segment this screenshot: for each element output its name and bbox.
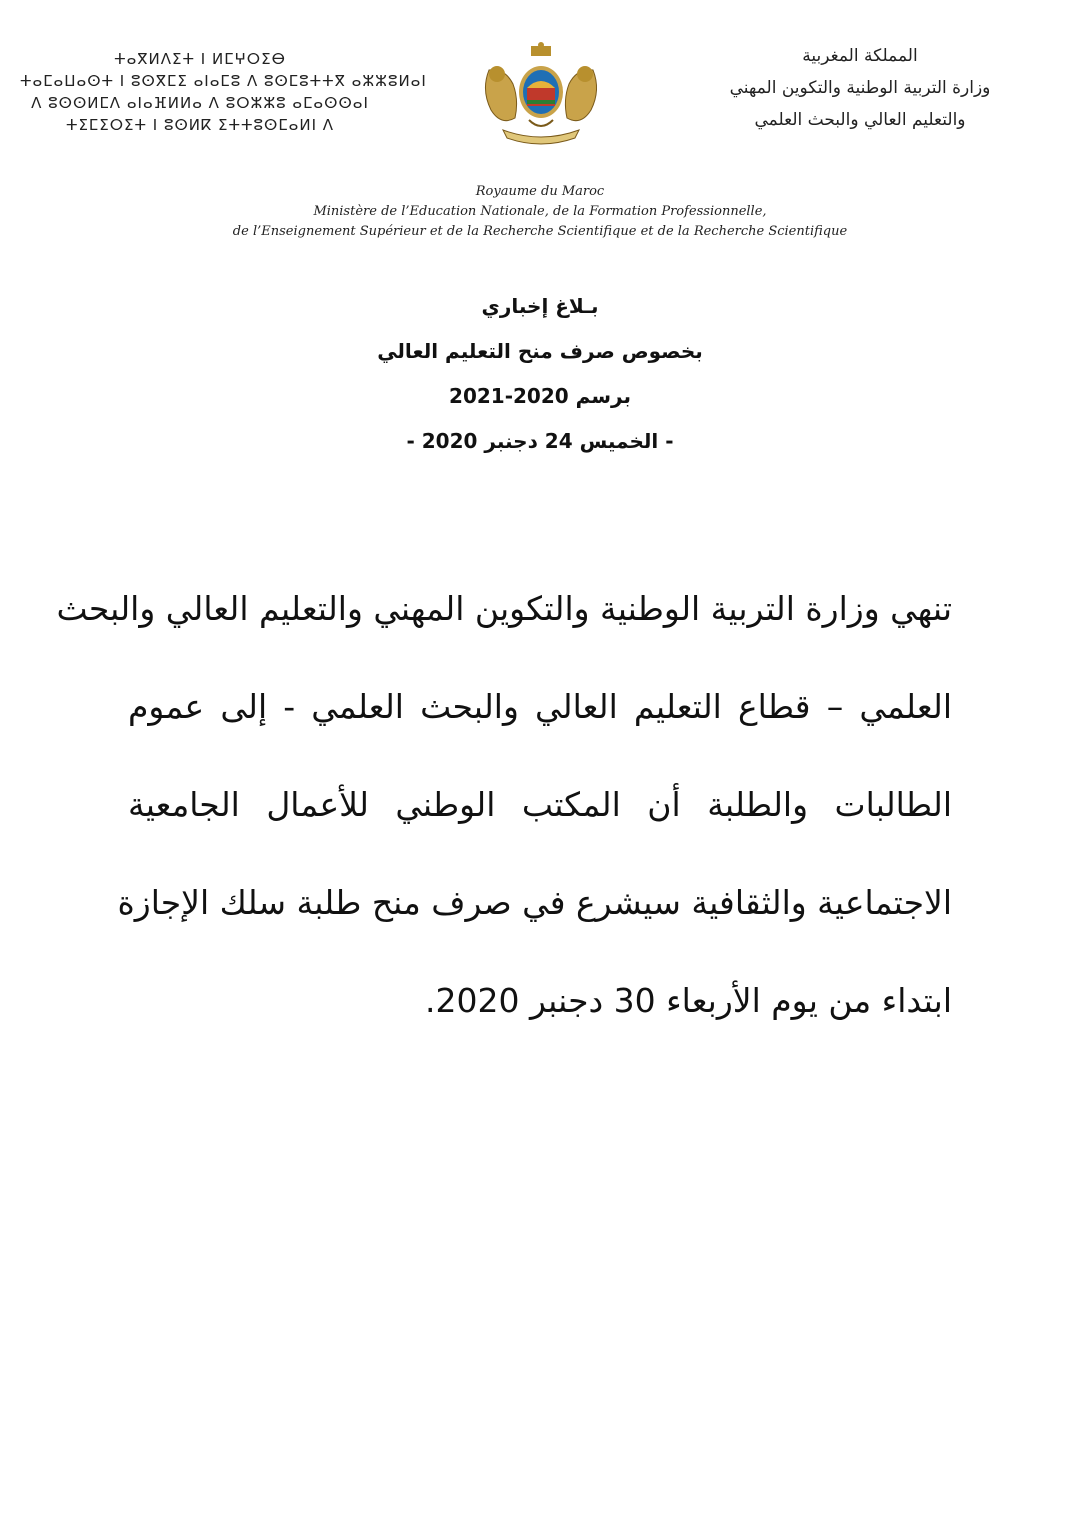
french-header-line-1: Royaume du Maroc (475, 184, 605, 199)
arabic-header-line-2: وزارة التربية الوطنية والتكوين المهني (729, 78, 991, 98)
tifinagh-line-3: ⴷ ⵓⵙⵙⵍⵎⴷ ⴰⵏⴰⴼⵍⵍⴰ ⴷ ⵓⵔⵣⵣⵓ ⴰⵎⴰⵙⵙⴰⵏ (31, 94, 369, 112)
title-date: - الخميس 24 دجنبر 2020 - (406, 429, 674, 453)
body-line-4: الاجتماعية والثقافية سيشرع في صرف منح طلبة سلك الإجازة (117, 883, 952, 922)
title-line-1: بـلاغ إخباري (481, 294, 599, 318)
announcement-title (0, 284, 1080, 464)
tifinagh-line-2: ⵜⴰⵎⴰⵡⴰⵙⵜ ⵏ ⵓⵙⴳⵎⵉ ⴰⵏⴰⵎⵓ ⴷ ⵓⵙⵎⵓⵜⵜⴳ ⴰⵣⵣⵓⵍⴰⵏ (20, 72, 427, 90)
body-line-5: ابتداء من يوم الأربعاء 30 دجنبر 2020. (424, 981, 952, 1020)
title-line-2: بخصوص صرف منح التعليم العالي (377, 339, 703, 363)
arabic-header-line-3: والتعليم العالي والبحث العلمي (754, 110, 966, 130)
arabic-header (695, 40, 1025, 136)
french-header-line-2: Ministère de l’Education Nationale, de la Formation Professionnelle, (313, 204, 767, 219)
french-header-line-3: de l’Enseignement Supérieur et de la Recherche Scientifique et de la Recherche Scientifique (232, 224, 848, 239)
title-line-3: برسم 2020-2021 (449, 384, 631, 408)
tifinagh-line-1: ⵜⴰⴳⵍⴷⵉⵜ ⵏ ⵍⵎⵖⵔⵉⴱ (114, 50, 286, 68)
body-line-1: تنهي وزارة التربية الوطنية والتكوين المهني والتعليم العالي والبحث (56, 589, 952, 628)
body-line-3: الطالبات والطلبة أن المكتب الوطني للأعمال الجامعية (128, 785, 952, 824)
announcement-body (56, 560, 952, 1050)
tifinagh-header (20, 48, 427, 136)
french-header (0, 182, 1080, 242)
body-line-2: العلمي – قطاع التعليم العالي والبحث العلمي - إلى عموم (128, 687, 952, 726)
tifinagh-line-4: ⵜⵉⵎⵉⵔⵉⵜ ⵏ ⵓⵙⵍⴽ ⵉⵜⵜⵓⵙⵎⴰⵍⵏ ⴷ (65, 116, 335, 134)
coat-of-arms-icon (475, 40, 607, 150)
arabic-header-line-1: المملكة المغربية (802, 46, 918, 66)
